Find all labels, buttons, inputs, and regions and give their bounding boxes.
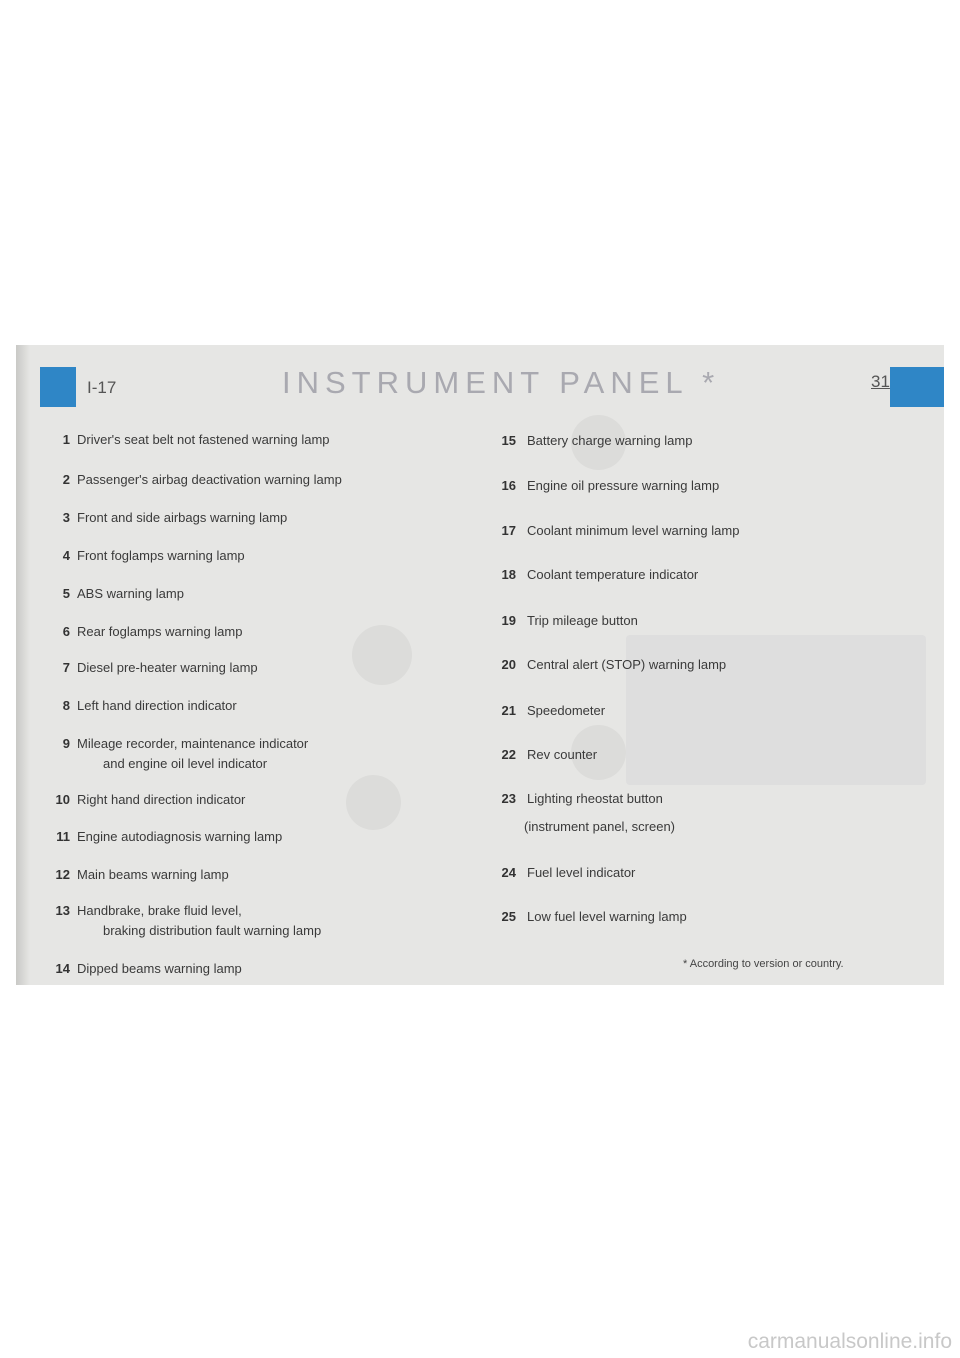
list-item: [496, 566, 698, 584]
item-number: 9: [62, 736, 70, 751]
list-item: [496, 702, 605, 720]
list-item: [48, 623, 242, 641]
list-item: [48, 735, 308, 753]
item-label: Passenger's airbag deactivation warning lamp: [77, 472, 342, 487]
item-number: 8: [62, 698, 70, 713]
item-label: Front and side airbags warning lamp: [77, 510, 288, 525]
item-label: Battery charge warning lamp: [527, 433, 693, 448]
item-label: Handbrake, brake fluid level,: [77, 903, 242, 918]
list-item: [48, 697, 237, 715]
list-item: [496, 477, 719, 495]
list-item: [496, 522, 739, 540]
list-item: [496, 656, 726, 674]
item-number: 20: [501, 657, 516, 672]
item-label: Driver's seat belt not fastened warning lamp: [77, 432, 330, 447]
page-edge-shadow: [16, 345, 30, 985]
item-label: Engine oil pressure warning lamp: [527, 478, 720, 493]
list-item: [48, 902, 242, 920]
list-item: [48, 547, 245, 565]
item-label: Trip mileage button: [527, 613, 638, 628]
footnote: * According to version or country.: [683, 958, 844, 970]
item-label-continued: braking distribution fault warning lamp: [103, 923, 322, 938]
item-number: 24: [501, 865, 516, 880]
item-label: Main beams warning lamp: [77, 867, 229, 882]
item-label: Central alert (STOP) warning lamp: [527, 657, 727, 672]
page-title: INSTRUMENT PANEL *: [282, 365, 721, 400]
item-label: Rev counter: [527, 747, 598, 762]
item-number: 19: [501, 613, 516, 628]
list-item: [48, 866, 229, 884]
item-label: Speedometer: [527, 703, 606, 718]
list-item: [48, 431, 330, 449]
item-number: 16: [501, 478, 516, 493]
page-number: 31: [871, 372, 890, 391]
item-number: 1: [62, 432, 70, 447]
item-number: 14: [55, 961, 70, 976]
item-number: 17: [501, 523, 516, 538]
item-number: 13: [55, 903, 70, 918]
bleed-through-circle: [352, 625, 412, 685]
list-item: [48, 471, 342, 489]
item-number: 6: [62, 624, 70, 639]
item-number: 7: [62, 660, 70, 675]
item-number: 4: [62, 548, 70, 563]
item-label: Mileage recorder, maintenance indicator: [77, 736, 309, 751]
item-label-continued: and engine oil level indicator: [103, 756, 268, 771]
list-item: [48, 659, 258, 677]
section-tab-left: [40, 367, 76, 407]
section-tab-right: [890, 367, 944, 407]
section-code: I-17: [87, 378, 117, 397]
list-item: [48, 828, 282, 846]
item-label: Coolant temperature indicator: [527, 567, 699, 582]
bleed-through-circle: [346, 775, 401, 830]
item-number: 21: [501, 703, 516, 718]
item-number: 23: [501, 791, 516, 806]
list-item: [48, 791, 245, 809]
item-label: Rear foglamps warning lamp: [77, 624, 243, 639]
item-label: Right hand direction indicator: [77, 792, 246, 807]
item-label: Lighting rheostat button: [527, 791, 663, 806]
list-item: [496, 864, 635, 882]
item-label: ABS warning lamp: [77, 586, 184, 601]
item-label: Dipped beams warning lamp: [77, 961, 242, 976]
list-item: [496, 432, 692, 450]
item-label: Fuel level indicator: [527, 865, 636, 880]
item-number: 25: [501, 909, 516, 924]
item-label: Diesel pre-heater warning lamp: [77, 660, 258, 675]
item-number: 10: [55, 792, 70, 807]
list-item: [496, 612, 638, 630]
item-label: Coolant minimum level warning lamp: [527, 523, 740, 538]
item-number: 12: [55, 867, 70, 882]
list-item: [48, 960, 242, 978]
list-item: [496, 908, 687, 926]
list-item: [496, 746, 597, 764]
list-item: [48, 509, 287, 527]
item-number: 5: [62, 586, 70, 601]
list-item: [48, 585, 184, 603]
item-label: Low fuel level warning lamp: [527, 909, 687, 924]
item-label: Engine autodiagnosis warning lamp: [77, 829, 283, 844]
list-item: [496, 790, 663, 808]
item-number: 22: [501, 747, 516, 762]
item-number: 3: [62, 510, 70, 525]
item-label: Left hand direction indicator: [77, 698, 237, 713]
item-number: 2: [62, 472, 70, 487]
item-label-continued: (instrument panel, screen): [524, 819, 676, 834]
item-number: 18: [501, 567, 516, 582]
item-number: 15: [501, 433, 516, 448]
item-number: 11: [56, 829, 70, 844]
manual-page: [16, 345, 944, 985]
item-label: Front foglamps warning lamp: [77, 548, 245, 563]
watermark: carmanualsonline.info: [747, 1330, 952, 1353]
